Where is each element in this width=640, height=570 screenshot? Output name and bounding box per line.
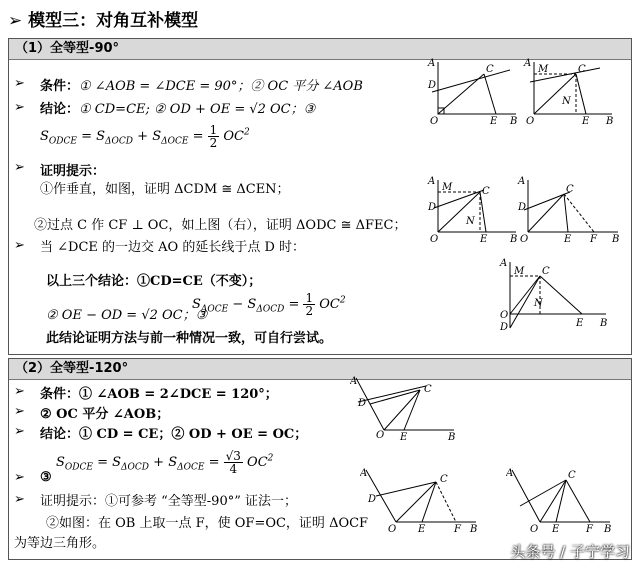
bullet-icon: ➢ [14, 384, 25, 399]
svg-text:O: O [430, 234, 439, 245]
svg-text:A: A [524, 58, 532, 69]
diagram-90-c [424, 176, 520, 246]
svg-text:C: C [566, 184, 574, 195]
svg-text:B: B [510, 234, 518, 245]
svg-text:E: E [552, 524, 560, 535]
svg-text:E: E [480, 234, 488, 245]
label-D: D [428, 80, 437, 91]
bullet-icon: ➢ [14, 424, 25, 439]
proof-1: ①作垂直，如图，证明 ΔCDM ≅ ΔCEN； [40, 182, 290, 197]
proof2: 证明提示：①可参考 “全等型-90°” 证法一； [40, 494, 297, 509]
svg-text:F: F [454, 524, 461, 535]
bullet-icon: ➢ [14, 76, 25, 91]
svg-text:C: C [578, 64, 586, 75]
svg-text:E: E [576, 318, 584, 329]
concl2: 结论：① CD = CE；② OD + OE = OC； [40, 427, 308, 442]
svg-text:C: C [424, 384, 432, 395]
diagram-120-c [506, 466, 616, 536]
svg-text:E: E [582, 116, 590, 127]
item-2: ② OE − OD = √2 OC；③ [46, 308, 208, 323]
bullet-icon: ➢ [14, 160, 25, 175]
svg-text:E: E [418, 524, 426, 535]
cond2-2: ② OC 平分 ∠AOB； [40, 407, 170, 422]
svg-text:B: B [604, 524, 612, 535]
bullet-icon: ➢ [14, 100, 25, 115]
svg-text:D: D [358, 398, 367, 409]
proof-2: ②过点 C 作 CF ⊥ OC，如上图（右），证明 ΔODC ≅ ΔFEC； [34, 218, 407, 233]
svg-text:F: F [586, 524, 593, 535]
svg-text:A: A [500, 258, 508, 269]
svg-text:C: C [482, 186, 490, 197]
svg-text:D: D [428, 202, 437, 213]
svg-text:C: C [440, 474, 448, 485]
area-formula-1: $S_{ODCE} = S_{\Delta OCD} + S_{\Delta OCE}$ = $\frac{1}{2}$ $OC^2$ [40, 123, 250, 150]
svg-text:O: O [526, 116, 535, 127]
svg-text:A: A [350, 376, 358, 387]
label-C: C [486, 64, 494, 75]
svg-text:B: B [606, 116, 614, 127]
svg-text:B: B [600, 318, 608, 329]
svg-text:C: C [542, 266, 550, 277]
item2-3: ③ [40, 470, 52, 485]
label-B: B [510, 116, 518, 127]
svg-text:O: O [500, 310, 509, 321]
watermark: 头条号 / 子宁学习 [510, 543, 630, 561]
bullet-icon: ➢ [14, 492, 25, 507]
bullet-icon: ➢ [14, 238, 25, 253]
svg-text:O: O [376, 430, 385, 441]
label-A: A [428, 58, 436, 69]
bullet-icon: ➢ [14, 404, 25, 419]
cond-text: ① ∠AOB = ∠DCE = 90°；② OC 平分 ∠AOB [79, 79, 363, 94]
section-120-header: （2）全等型-120° [9, 359, 631, 380]
svg-text:B: B [470, 524, 478, 535]
svg-text:D: D [518, 202, 527, 213]
label-O: O [430, 116, 439, 127]
cond-row: 条件：① ∠AOB = ∠DCE = 90°；② OC 平分 ∠AOB [40, 79, 363, 94]
svg-text:E: E [564, 234, 572, 245]
svg-text:B: B [612, 234, 620, 245]
conclusion-note: 此结论证明方法与前一种情况一致，可自行尝试。 [46, 331, 333, 346]
svg-text:A: A [428, 176, 436, 187]
svg-text:O: O [530, 524, 539, 535]
section-90-header: （1）全等型-90° [9, 39, 631, 60]
svg-text:O: O [520, 234, 529, 245]
cond2-1: 条件：① ∠AOB = 2∠DCE = 120°； [40, 387, 278, 402]
svg-text:M: M [538, 64, 549, 75]
concl-row: 结论：① CD=CE; ② OD + OE = √2 OC；③ [40, 102, 316, 117]
svg-text:N: N [466, 216, 475, 227]
svg-text:N: N [534, 298, 543, 309]
svg-text:D: D [500, 322, 509, 332]
svg-text:E: E [400, 432, 408, 443]
diagram-90-b [520, 58, 616, 128]
extend-case: 当 ∠DCE 的一边交 AO 的延长线于点 D 时： [40, 240, 306, 255]
area-formula-2: $S_{\Delta OCE} - S_{\Delta OCD}$ = $\frac{1}{2}$ $OC^2$ [192, 291, 346, 318]
diagram-120-b [360, 466, 480, 536]
svg-text:F: F [590, 234, 597, 245]
diagram-90-a [424, 58, 520, 128]
above-three: 以上三个结论：①CD=CE（不变）； [46, 274, 262, 289]
svg-text:A: A [518, 176, 526, 187]
svg-text:D: D [368, 494, 377, 505]
proof-label: 证明提示： [40, 164, 106, 179]
proof2-a: ②如图：在 OB 上取一点 F，使 OF=OC，证明 ΔOCF [46, 516, 369, 531]
proof2-b: 为等边三角形。 [14, 536, 106, 551]
diagram-90-d [514, 176, 624, 246]
svg-text:M: M [442, 182, 453, 193]
diagram-90-e [496, 258, 610, 332]
diagram-120-a [350, 374, 460, 444]
svg-text:A: A [506, 468, 514, 479]
svg-text:B: B [448, 432, 456, 443]
svg-text:O: O [388, 524, 397, 535]
page-title: ➢ 模型三：对角互补模型 [8, 11, 199, 31]
svg-text:C: C [568, 470, 576, 481]
label-E: E [490, 116, 498, 127]
svg-text:N: N [562, 96, 571, 107]
svg-text:M: M [514, 266, 525, 277]
bullet-icon: ➢ [14, 470, 25, 485]
area-formula-3: $S_{ODCE} = S_{\Delta OCD} + S_{\Delta OCE}$ = $\frac{√3}{4}$ $OC^2$ [56, 449, 274, 476]
svg-text:A: A [360, 468, 368, 479]
concl-text: ① CD=CE; ② OD + OE = √2 OC；③ [79, 102, 316, 117]
